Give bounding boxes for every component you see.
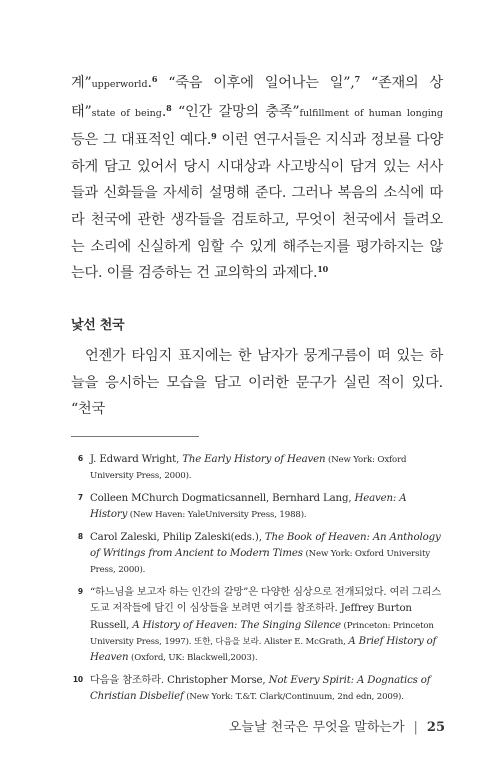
footnote-divider [71,436,199,437]
footnote-ref[interactable]: 7 [354,74,360,84]
footnote-ref[interactable]: 8 [166,102,172,113]
footnote-number: 7 [77,492,83,502]
running-title: 오늘날 천국은 무엇을 말하는가 [228,720,405,735]
footnote-number: 8 [77,531,83,541]
footer-separator: | [413,720,418,735]
footnote-8 [77,530,444,579]
body-paragraph-1 [71,70,443,287]
text-run: “죽음 이후에 일어나는 일”, [157,75,355,91]
footnote-text: (New York: T.&T. Clark/Continuum, 2nd edn, 2009). [183,692,404,703]
footnote-number: 10 [72,674,83,684]
footnote-number: 9 [77,586,83,596]
footnote-text: “하느님을 보고자 하는 인간의 갈망”은 다양한 심상으로 전개되었다. 여러 그리스도교 저작들에 담긴 이 심상들을 보려면 여기를 참조하라. Jeffrey Burton Russell, [90,586,442,631]
text-run: . [161,103,167,120]
page-footer [0,716,445,735]
book-title: A Brief History of Heaven [90,636,437,664]
footnote-text: (New Haven: YaleUniversity Press, 1988). [127,510,307,521]
english-gloss: upperworld [91,79,148,90]
footnote-ref[interactable]: 10 [317,264,328,275]
text-run: . [147,75,152,91]
footnote-10 [72,673,444,706]
footnote-text: Colleen MChurch Dogmaticsannell, Bernhard Lang, [90,492,355,504]
footnote-ref[interactable]: 6 [151,74,158,84]
footnote-ref[interactable]: 9 [211,131,217,142]
footnote-number: 6 [77,454,83,463]
footnote-text: (Oxford, UK: Blackwell,2003). [128,653,258,664]
paragraph-text: 언젠가 타임지 표지에는 한 남자가 뭉게구름이 떠 있는 하늘을 응시하는 모습을 담고 이러한 문구가 실린 적이 있다. “천국 [71,348,443,418]
body-paragraph-2 [71,343,443,423]
text-run: 이런 연구서들은 지식과 정보를 다양하게 담고 있어서 당시 시대상과 사고방식이 담겨 있는 서사들과 신화들을 자세히 설명해 준다. 그러나 복음의 소식에 따라 천국에 관한 생각들을 검토하고, 무엇이 천국에서 들려오는 소리에 신실하게 임할 수 있게 해주는지를 평가하지는 않는다. 이를 검증하는 건 교의학의 과제다. [71,132,443,282]
english-gloss: fulfillment of human longing [299,107,444,119]
footnotes [72,452,444,712]
book-title: Heaven: A History [90,492,407,521]
text-run: 등은 그 대표적인 예다. [71,132,212,149]
text-run: “존재의 상태” [71,75,443,120]
footnote-text: Carol Zaleski, Philip Zaleski(eds.), [90,531,265,543]
text-run: 계” [71,75,92,91]
book-title: The Book of Heaven: An Anthology of Writings from Ancient to Modern Times [90,531,441,560]
book-title: The Early History of Heaven [182,454,326,465]
book-title: Not Every Spirit: A Dognatics of Christian Disbelief [90,674,431,703]
book-title: A History of Heaven: The Singing Silence [132,619,341,631]
footnote-9 [77,585,444,667]
footnote-7 [77,491,444,524]
text-run: “인간 갈망의 충족” [171,103,300,120]
footnote-text: 다음을 참조하라. Christopher Morse, [90,674,269,686]
footnote-text: (New York: Oxford University Press, 2000). [90,455,407,482]
english-gloss: state of being [91,107,162,119]
page-number: 25 [426,720,445,735]
footnote-6 [77,452,444,485]
footnote-text: (Princeton: Princeton University Press, 1997). 또한, 다음을 보라. Alister E. McGrath, [90,620,434,648]
section-subheading: 낯선 천국 [71,318,125,333]
footnote-text: J. Edward Wright, [90,454,183,465]
footnote-text: (New York: Oxford University Press, 2000). [90,549,430,576]
